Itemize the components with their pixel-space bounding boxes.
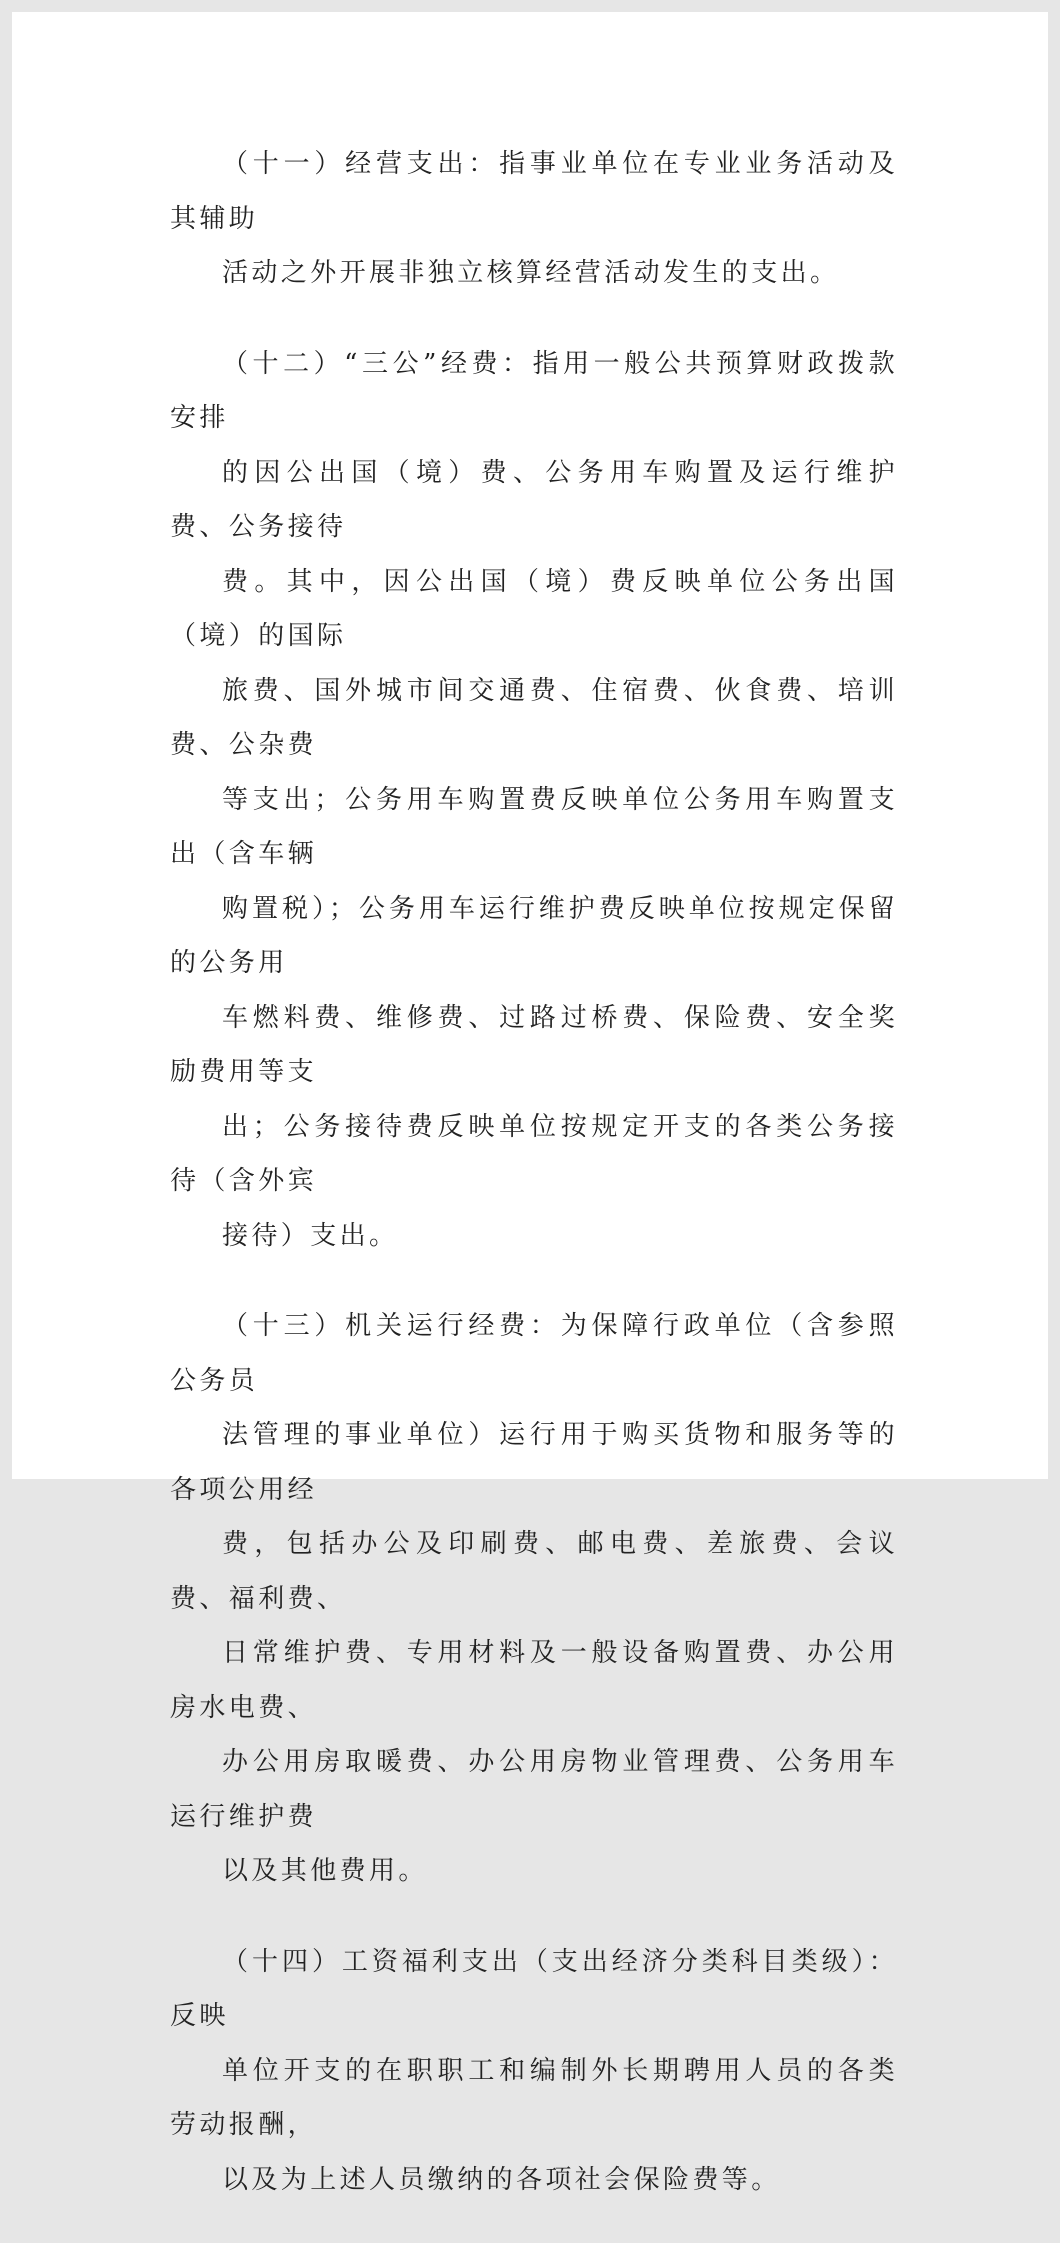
paragraph-line: 以及为上述人员缴纳的各项社会保险费等。 — [222, 2164, 781, 2195]
paragraph-business-expenditure — [170, 137, 898, 301]
paragraph-line: （十一）经营支出：指事业单位在专业业务活动及其辅助 — [170, 149, 898, 234]
paragraph-line: 办公用房取暖费、办公用房物业管理费、公务用车运行维护费 — [170, 1747, 898, 1832]
paragraph-line: （十三）机关运行经费：为保障行政单位（含参照公务员 — [170, 1311, 898, 1396]
paragraph-three-public-expenses — [170, 337, 898, 1264]
paragraph-line: 费。其中，因公出国（境）费反映单位公务出国（境）的国际 — [170, 566, 898, 651]
paragraph-line: （十二）“三公”经费：指用一般公共预算财政拨款安排 — [170, 348, 898, 433]
paragraph-line: 购置税）；公务用车运行维护费反映单位按规定保留的公务用 — [170, 893, 898, 978]
paragraph-line: 接待）支出。 — [222, 1220, 399, 1251]
paragraph-line: 法管理的事业单位）运行用于购买货物和服务等的各项公用经 — [170, 1420, 898, 1505]
paragraph-wages-welfare-expenditure — [170, 1935, 898, 2208]
paragraph-line: 以及其他费用。 — [222, 1856, 428, 1886]
paragraph-line: 车燃料费、维修费、过路过桥费、保险费、安全奖励费用等支 — [170, 1002, 898, 1087]
document-body — [170, 137, 898, 2243]
document-page — [12, 12, 1048, 2195]
paragraph-line: 等支出；公务用车购置费反映单位公务用车购置支出（含车辆 — [170, 784, 898, 869]
paragraph-line: 出；公务接待费反映单位按规定开支的各类公务接待（含外宾 — [170, 1111, 898, 1196]
paragraph-line: 日常维护费、专用材料及一般设备购置费、办公用房水电费、 — [170, 1638, 898, 1723]
paragraph-line: 单位开支的在职职工和编制外长期聘用人员的各类劳动报酬， — [170, 2055, 898, 2140]
paragraph-line: 旅费、国外城市间交通费、住宿费、伙食费、培训费、公杂费 — [170, 675, 898, 760]
paragraph-line: 费，包括办公及印刷费、邮电费、差旅费、会议费、福利费、 — [170, 1529, 898, 1614]
paragraph-line: （十四）工资福利支出（支出经济分类科目类级）：反映 — [170, 1946, 898, 2031]
paragraph-agency-operating-expenses — [170, 1299, 898, 1899]
paragraph-line: 活动之外开展非独立核算经营活动发生的支出。 — [222, 258, 840, 288]
paragraph-line: 的因公出国（境）费、公务用车购置及运行维护费、公务接待 — [170, 457, 898, 542]
